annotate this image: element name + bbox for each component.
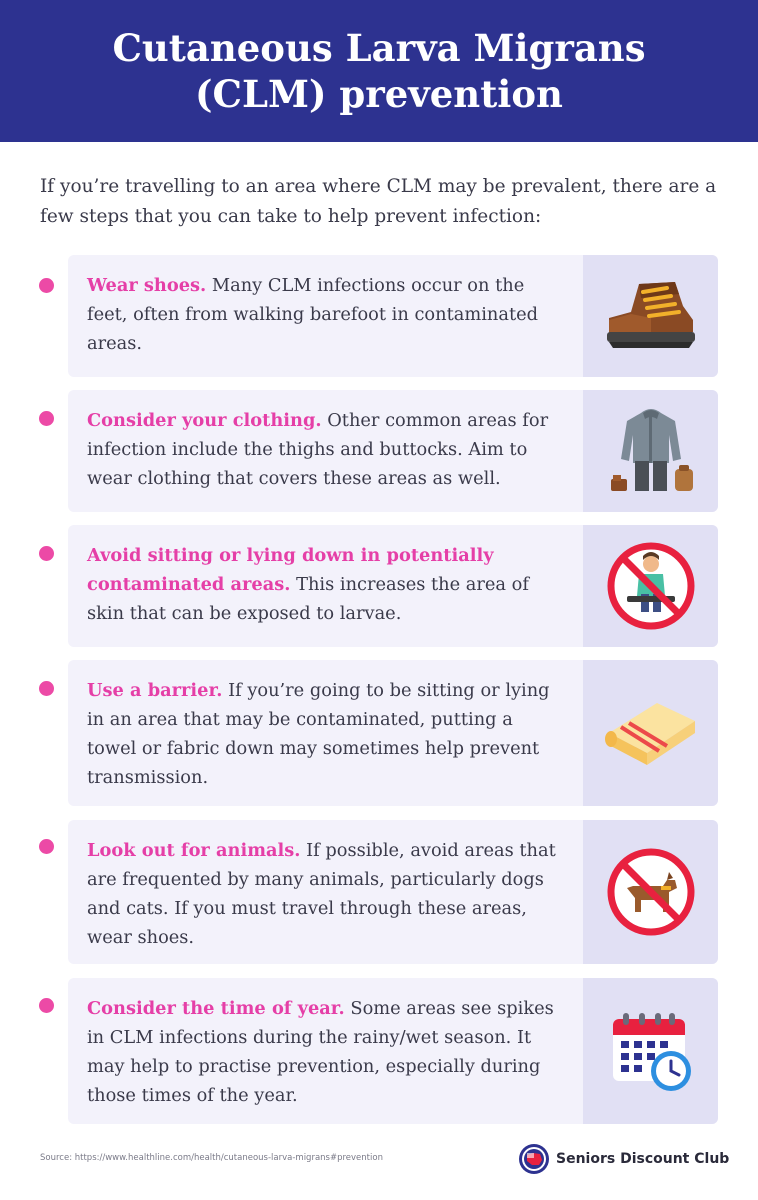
bullet-dot (39, 839, 54, 854)
brand-name: Seniors Discount Club (556, 1151, 730, 1167)
card-text (87, 541, 567, 628)
card-text (87, 994, 567, 1110)
card-body: If you’re going to be sitting or lying in an area that may be contaminated, putting a towel or fabric down may sometimes help prevent transmission. (87, 680, 550, 788)
card-text (87, 676, 567, 792)
intro-paragraph: If you’re travelling to an area where CLM may be prevalent, there are a few steps that you can take to help prevent infection: (40, 176, 717, 227)
icon-panel (583, 390, 718, 512)
calendar-clock-icon (603, 1003, 699, 1099)
card-text (87, 836, 567, 952)
prevention-card (68, 255, 718, 377)
card-text (87, 406, 567, 493)
card-lead: Consider the time of year. (87, 998, 345, 1019)
prevention-card (68, 660, 718, 806)
prevention-card (68, 525, 718, 647)
clothing-icon (601, 403, 701, 499)
card-lead: Use a barrier. (87, 680, 223, 701)
boot-icon (601, 276, 701, 356)
prevention-card (68, 978, 718, 1124)
header-banner (0, 0, 758, 142)
no-sitting-icon (603, 538, 699, 634)
page-title: Cutaneous Larva Migrans (CLM) prevention (112, 26, 646, 116)
bullet-dot (39, 411, 54, 426)
card-text (87, 271, 567, 358)
no-dogs-icon (603, 844, 699, 940)
card-lead: Look out for animals. (87, 840, 301, 861)
icon-panel (583, 978, 718, 1124)
card-body: This increases the area of skin that can be exposed to larvae. (87, 574, 529, 624)
bullet-dot (39, 681, 54, 696)
card-body: Some areas see spikes in CLM infections during the rainy/wet season. It may help to practise prevention, especially during those times of the year. (87, 998, 554, 1106)
brand-logo-icon (518, 1143, 550, 1175)
source-citation: Source: https://www.healthline.com/health/cutaneous-larva-migrans#prevention (40, 1153, 383, 1163)
prevention-card (68, 820, 718, 964)
card-body: Many CLM infections occur on the feet, often from walking barefoot in contaminated areas. (87, 275, 538, 354)
prevention-card (68, 390, 718, 512)
card-lead: Wear shoes. (87, 275, 207, 296)
brand-logo-group[interactable] (518, 1143, 729, 1175)
icon-panel (583, 525, 718, 647)
icon-panel (583, 820, 718, 964)
card-body: If possible, avoid areas that are frequented by many animals, particularly dogs and cats. If you must travel through these areas, wear shoes. (87, 840, 556, 948)
bullet-dot (39, 546, 54, 561)
bullet-dot (39, 278, 54, 293)
card-body: Other common areas for infection include the thighs and buttocks. Aim to wear clothing that covers these areas as well. (87, 410, 549, 489)
card-lead: Avoid sitting or lying down in potentially contaminated areas. (87, 545, 494, 595)
icon-panel (583, 660, 718, 806)
card-lead: Consider your clothing. (87, 410, 322, 431)
icon-panel (583, 255, 718, 377)
bullet-dot (39, 998, 54, 1013)
towel-icon (601, 693, 701, 773)
